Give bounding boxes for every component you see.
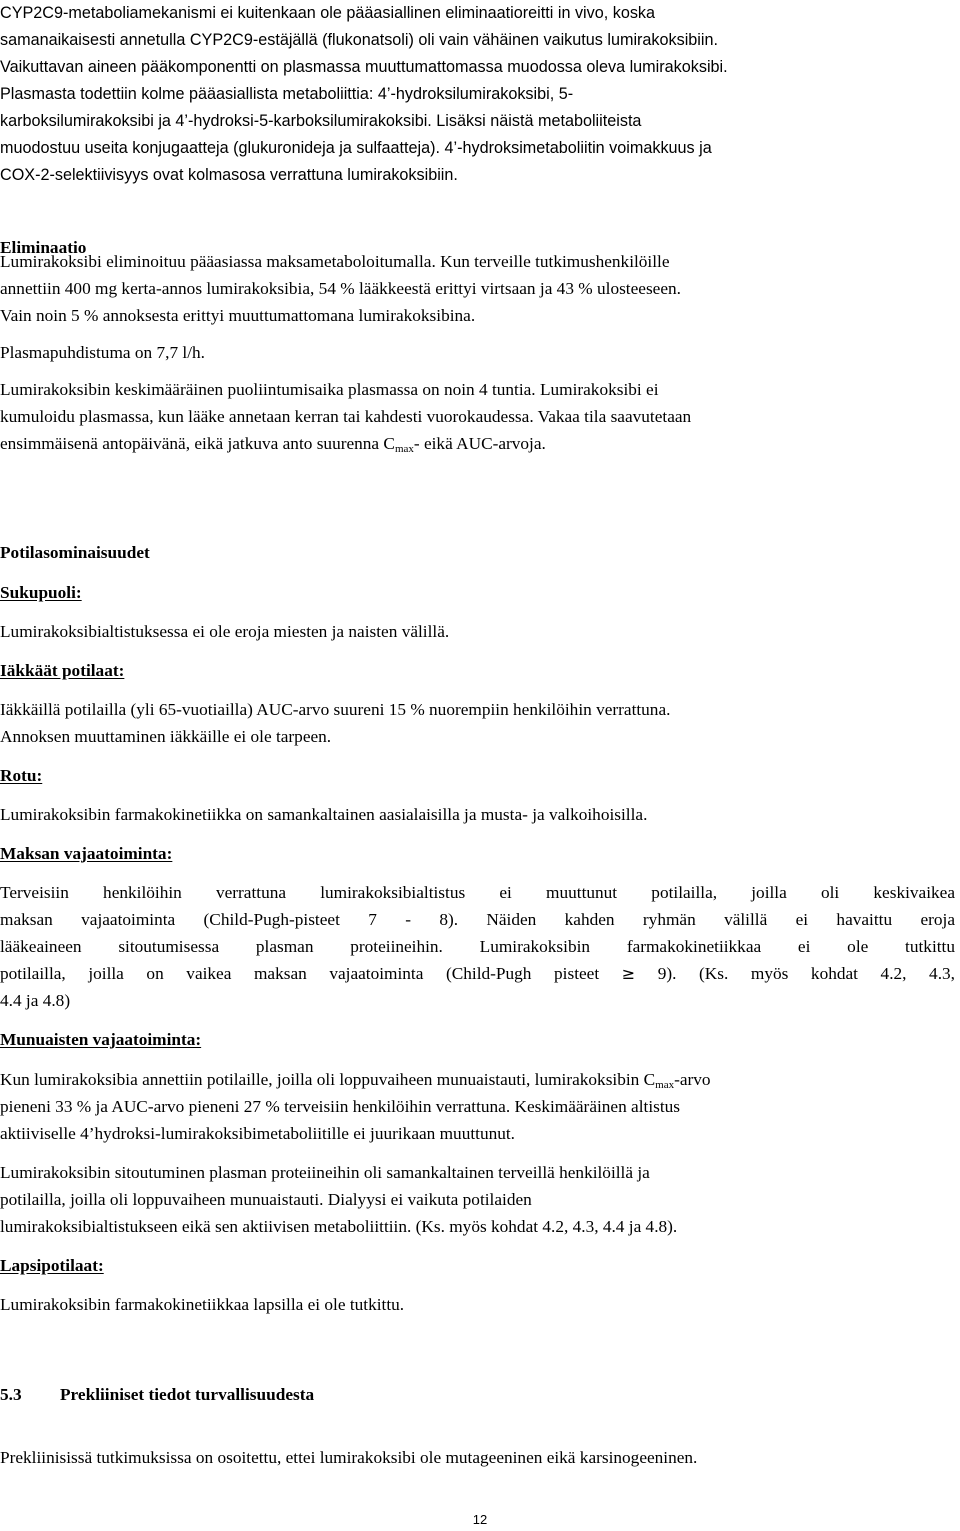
text-line: Lumirakoksibin keskimääräinen puoliintumisaika plasmassa on noin 4 tuntia. Lumirakoksibi ei [0, 380, 659, 399]
text-fragment: Kun lumirakoksibia annettiin potilaille, joilla oli loppuvaiheen munuaistauti, lumirakoksibin C [0, 1070, 656, 1089]
text-line: Terveisiin henkilöihin verrattuna lumirakoksibialtistus ei muuttunut potilailla, joilla oli keskivaikea [0, 883, 955, 902]
text-line: 4.4 ja 4.8) [0, 991, 71, 1010]
liver-heading: Maksan vajaatoiminta: [0, 844, 173, 863]
intro-line: COX-2-selektiivisyys ovat kolmasosa verrattuna lumirakoksibiin. [0, 166, 458, 184]
text-line: pieneni 33 % ja AUC-arvo pieneni 27 % terveisiin henkilöihin verrattuna. Keskimääräinen altistus [0, 1097, 681, 1116]
text-line [0, 960, 955, 987]
text-fragment: - eikä AUC-arvoja. [413, 434, 546, 453]
intro-paragraph [0, 0, 958, 189]
gender-heading: Sukupuoli: [0, 583, 82, 602]
intro-line: karboksilumirakoksibi ja 4’-hydroksi-5-karboksilumirakoksibi. Lisäksi näistä metaboliiteista [0, 112, 642, 130]
section-heading [0, 1381, 958, 1408]
gender-text: Lumirakoksibialtistuksessa ei ole eroja miesten ja naisten välillä. [0, 622, 450, 641]
text-line: annettiin 400 mg kerta-annos lumirakoksibia, 54 % lääkkeestä erittyi virtsaan ja 43 % ulosteeseen. [0, 279, 681, 298]
text-line: Vain noin 5 % annoksesta erittyi muuttumattomana lumirakoksibina. [0, 306, 476, 325]
text-line: aktiiviselle 4’hydroksi-lumirakoksibimetaboliitille ei juurikaan muuttunut. [0, 1124, 515, 1143]
text-line: Lumirakoksibin sitoutuminen plasman proteiineihin oli samankaltainen terveillä henkilöillä ja [0, 1163, 650, 1182]
intro-line: Vaikuttavan aineen pääkomponentti on plasmassa muuttumattomassa muodossa oleva lumirakoksibi. [0, 58, 728, 76]
greater-equal-symbol: ≥ [621, 964, 636, 983]
intro-line: samanaikaisesti annetulla CYP2C9-estäjällä (flukonatsoli) oli vain vähäinen vaikutus lumirakoksibiin. [0, 31, 719, 49]
clearance-text: Plasmapuhdistuma on 7,7 l/h. [0, 343, 205, 362]
text-fragment: -arvo [674, 1070, 711, 1089]
text-line: kumuloidu plasmassa, kun lääke annetaan kerran tai kahdesti vuorokaudessa. Vakaa tila saavutetaan [0, 407, 692, 426]
kidney-heading: Munuaisten vajaatoiminta: [0, 1030, 202, 1049]
text-line: lumirakoksibialtistukseen eikä sen aktiivisen metaboliittiin. (Ks. myös kohdat 4.2, 4.3, 4.4 ja 4.8). [0, 1217, 678, 1236]
section-number: 5.3 [0, 1385, 22, 1404]
text-line: Iäkkäillä potilailla (yli 65-vuotiailla) AUC-arvo suureni 15 % nuorempiin henkilöihin verrattuna. [0, 700, 671, 719]
page-number: 12 [472, 1512, 488, 1527]
intro-line: muodostuu useita konjugaatteja (glukuronideja ja sulfaatteja). 4’-hydroksimetaboliitin voimakkuus ja [0, 139, 712, 157]
section-text: Prekliinisissä tutkimuksissa on osoitettu, ettei lumirakoksibi ole mutageeninen eikä karsinogeeninen. [0, 1448, 698, 1467]
intro-line: CYP2C9-metaboliamekanismi ei kuitenkaan ole pääasiallinen eliminaatioreitti in vivo, koska [0, 4, 656, 22]
intro-line: Plasmasta todettiin kolme pääasiallista metaboliittia: 4’-hydroksilumirakoksibi, 5- [0, 85, 574, 103]
children-heading: Lapsipotilaat: [0, 1256, 104, 1275]
text-line: Lumirakoksibi eliminoituu pääasiassa maksametaboloitumalla. Kun terveille tutkimushenkilöille [0, 252, 670, 271]
text-fragment: potilailla, joilla on vaikea maksan vajaatoiminta (Child-Pugh pisteet [0, 964, 600, 983]
text-fragment: ensimmäisenä antopäivänä, eikä jatkuva anto suurenna C [0, 434, 395, 453]
text-line [0, 1066, 958, 1093]
race-heading: Rotu: [0, 766, 43, 785]
section-title: Prekliiniset tiedot turvallisuudesta [60, 1385, 315, 1404]
text-line: maksan vajaatoiminta (Child-Pugh-pisteet 7 - 8). Näiden kahden ryhmän välillä ei havaittu eroja [0, 910, 955, 929]
children-text: Lumirakoksibin farmakokinetiikkaa lapsilla ei ole tutkittu. [0, 1295, 405, 1314]
subscript-max: max [394, 443, 414, 455]
race-text: Lumirakoksibin farmakokinetiikka on samankaltainen aasialaisilla ja musta- ja valkoihoisilla. [0, 805, 648, 824]
elimination-heading: Eliminaatio [0, 238, 87, 257]
patients-heading: Potilasominaisuudet [0, 543, 150, 562]
text-line [0, 430, 958, 457]
text-fragment: 9). (Ks. myös kohdat 4.2, 4.3, [657, 964, 955, 983]
elderly-heading: Iäkkäät potilaat: [0, 661, 125, 680]
text-line: lääkeaineen sitoutumisessa plasman proteiineihin. Lumirakoksibin farmakokinetiikkaa ei ole tutkittu [0, 937, 955, 956]
subscript-max: max [655, 1079, 675, 1091]
text-line: potilailla, joilla oli loppuvaiheen munuaistauti. Dialyysi ei vaikuta potilaiden [0, 1190, 532, 1209]
text-line: Annoksen muuttaminen iäkkäille ei ole tarpeen. [0, 727, 332, 746]
